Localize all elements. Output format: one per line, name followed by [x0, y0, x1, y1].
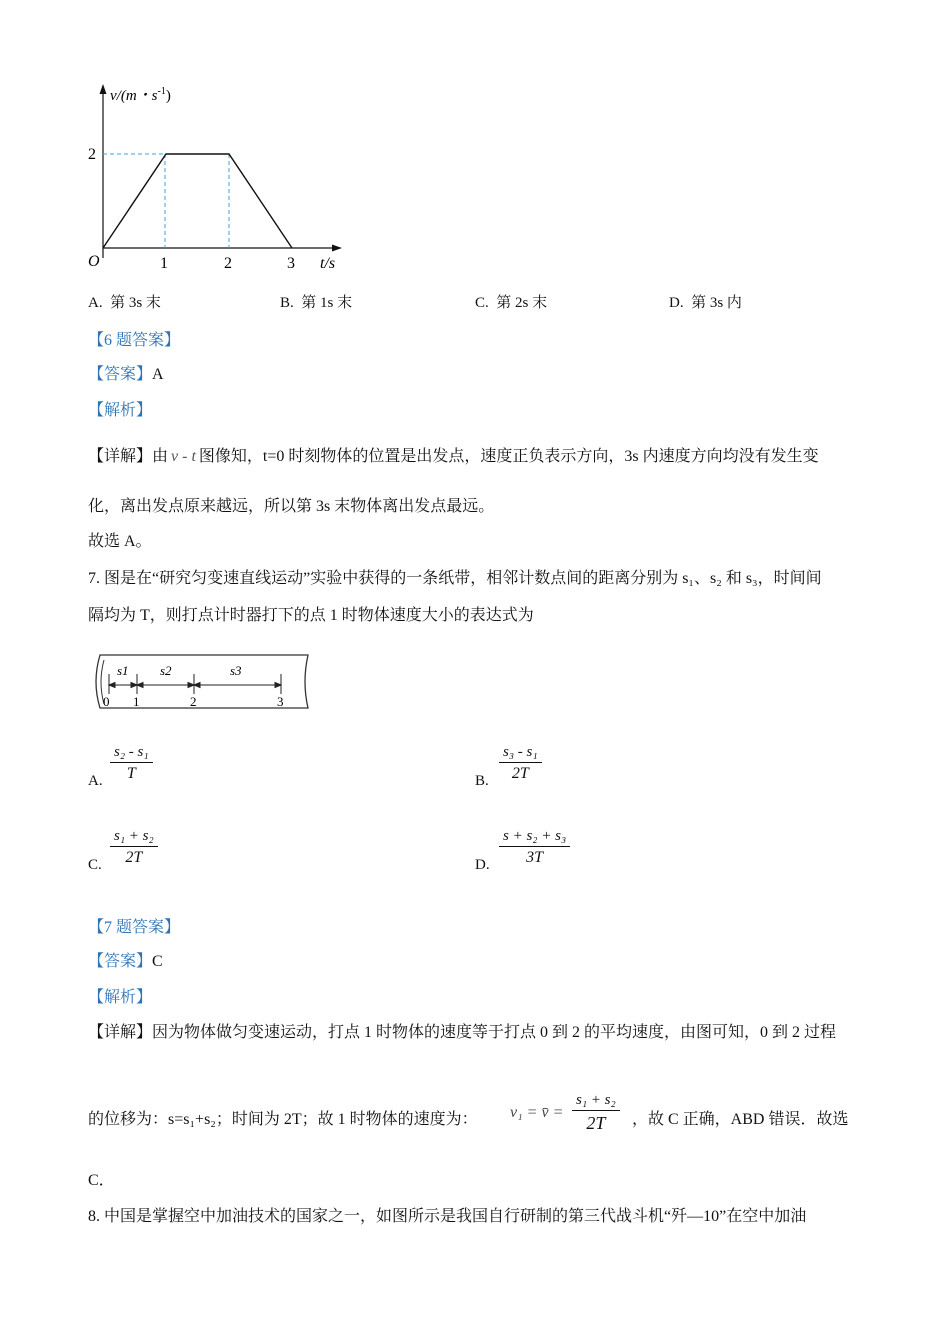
detail-label: 【详解】 [88, 1024, 153, 1041]
fraction-denominator: 2T [511, 765, 529, 782]
q7-option-b-letter[interactable]: B. [475, 773, 489, 789]
q7-detail-line2-b: ，故 C 正确，ABD 错误．故选 [632, 1111, 849, 1128]
q7-answer-header: 【7 题答案】 [88, 919, 181, 936]
y-tick-2: 2 [88, 146, 96, 163]
q7-option-b-fraction[interactable] [499, 744, 542, 783]
q6-detail-line2: 化，离出发点原来越远，所以第 3s 末物体离出发点最远。 [88, 498, 495, 515]
option-letter: D. [669, 295, 684, 311]
q6-conclusion: 故选 A。 [88, 533, 152, 550]
q6-option-a[interactable] [88, 291, 161, 312]
option-text: 第 1s 末 [301, 295, 353, 311]
fraction-denominator: 2T [125, 849, 143, 866]
q6-answer [88, 361, 164, 384]
q8-stem-line1: 8. 中国是掌握空中加油技术的国家之一，如图所示是我国自行研制的第三代战斗机“歼—10”在空中加油 [88, 1208, 807, 1225]
tape-point-3: 3 [277, 694, 284, 709]
q6-option-c[interactable] [475, 291, 547, 312]
answer-value: A [152, 366, 164, 383]
fraction-numerator: s₃ - s₁ [499, 744, 542, 763]
q7-answer [88, 948, 163, 971]
q7-stem-line1: 7. 图是在“研究匀变速直线运动”实验中获得的一条纸带，相邻计数点间的距离分别为 s₁、s₂ 和 s₃，时间间 [88, 570, 822, 587]
option-letter: C. [475, 295, 489, 311]
q7-analysis-label: 【解析】 [88, 989, 153, 1006]
velocity-formula-fraction [572, 1092, 620, 1134]
q7-detail-line3: C． [88, 1172, 115, 1189]
vt-symbol: v - t [171, 448, 196, 465]
tape-label-s1: s1 [117, 663, 129, 678]
answer-value: C [152, 953, 163, 970]
q7-option-d-letter[interactable]: D. [475, 857, 490, 873]
y-axis [100, 84, 107, 258]
q7-option-c-letter[interactable]: C. [88, 857, 102, 873]
q7-option-a-fraction[interactable] [110, 744, 153, 783]
option-text: 第 3s 内 [691, 295, 742, 311]
tape-label-s3: s3 [230, 663, 242, 678]
answer-label: 【答案】 [88, 953, 153, 970]
q7-option-d-fraction[interactable] [499, 828, 570, 867]
origin-label: O [88, 253, 100, 270]
detail-text: 图像知，t=0 时刻物体的位置是出发点，速度正负表示方向，3s 内速度方向均没有发生变 [198, 448, 819, 465]
velocity-formula-lhs: v₁ = v̄ = [510, 1104, 564, 1121]
x-tick-2: 2 [224, 255, 232, 272]
option-letter: A. [88, 295, 103, 311]
fraction-denominator: T [126, 765, 136, 782]
fraction-denominator: 3T [526, 849, 544, 866]
q6-detail-line1 [88, 443, 819, 466]
fraction-denominator: 2T [586, 1113, 606, 1133]
x-tick-1: 1 [160, 255, 168, 272]
tape-point-2: 2 [190, 694, 197, 709]
detail-text: 因为物体做匀变速运动，打点 1 时物体的速度等于打点 0 到 2 的平均速度，由图可知，0 到 2 过程 [152, 1024, 837, 1041]
x-axis-label: t/s [320, 255, 336, 272]
q7-detail-line2-a: 的位移为：s=s₁+s₂；时间为 2T；故 1 时物体的速度为： [88, 1111, 478, 1128]
vt-graph [80, 80, 360, 280]
tape-point-1: 1 [133, 694, 140, 709]
q7-detail-line1 [88, 1019, 836, 1042]
tape-point-0: 0 [103, 694, 110, 709]
q6-option-d[interactable] [669, 291, 742, 312]
tape-arrows [109, 683, 281, 688]
q7-option-c-fraction[interactable] [110, 828, 158, 867]
option-letter: B. [280, 295, 294, 311]
paper-tape-figure [90, 652, 315, 714]
x-tick-3: 3 [287, 255, 295, 272]
fraction-numerator: s₁ + s₂ [110, 828, 158, 847]
q7-option-a-letter[interactable]: A. [88, 773, 103, 789]
fraction-numerator: s₁ + s₂ [572, 1092, 620, 1111]
option-text: 第 3s 末 [110, 295, 161, 311]
q7-stem-line2: 隔均为 T，则打点计时器打下的点 1 时物体速度大小的表达式为 [88, 607, 534, 624]
q6-answer-header: 【6 题答案】 [88, 332, 181, 349]
answer-label: 【答案】 [88, 366, 153, 383]
q6-option-b[interactable] [280, 291, 352, 312]
option-text: 第 2s 末 [496, 295, 548, 311]
q6-analysis-label: 【解析】 [88, 402, 153, 419]
fraction-numerator: s + s₂ + s₃ [499, 828, 570, 847]
x-axis [103, 245, 342, 252]
detail-text: 由 [152, 448, 169, 465]
fraction-numerator: s₂ - s₁ [110, 744, 153, 763]
detail-label: 【详解】 [88, 448, 153, 465]
velocity-series-line [103, 154, 292, 248]
tape-label-s2: s2 [160, 663, 172, 678]
y-axis-label: v/(m・$s^{-1}$) [110, 86, 171, 104]
